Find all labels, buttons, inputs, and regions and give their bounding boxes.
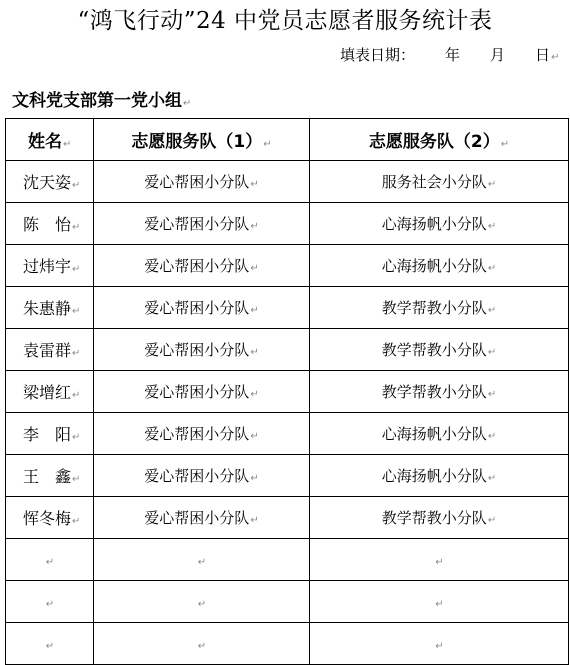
cell-name: 沈天姿↵ xyxy=(6,161,94,203)
day-label: 日 xyxy=(535,46,551,64)
cell-name: ↵ xyxy=(6,623,94,665)
cell-name: 袁雷群↵ xyxy=(6,329,94,371)
table-row xyxy=(6,287,569,329)
cell-team1: 爱心帮困小分队↵ xyxy=(94,455,310,497)
table-row xyxy=(6,497,569,539)
table-row xyxy=(6,245,569,287)
volunteer-table xyxy=(5,118,569,665)
paragraph-mark: ↵ xyxy=(551,52,560,63)
cell-team2: 教学帮教小分队↵ xyxy=(310,329,569,371)
cell-name: 陈 怡↵ xyxy=(6,203,94,245)
group-heading xyxy=(12,86,191,111)
cell-team2: 心海扬帆小分队↵ xyxy=(310,245,569,287)
cell-team2: 心海扬帆小分队↵ xyxy=(310,203,569,245)
cell-team1: 爱心帮困小分队↵ xyxy=(94,413,310,455)
cell-name: 梁增红↵ xyxy=(6,371,94,413)
header-cell-team2: 志愿服务队（2）↵ xyxy=(310,119,569,161)
cell-name: ↵ xyxy=(6,539,94,581)
fill-date-label: 填表日期： xyxy=(340,46,416,64)
page-title: “鸿飞行动”24 中党员志愿者服务统计表 xyxy=(77,8,493,34)
cell-name: 过炜宇↵ xyxy=(6,245,94,287)
cell-team2: 心海扬帆小分队↵ xyxy=(310,455,569,497)
header-cell-team1: 志愿服务队（1）↵ xyxy=(94,119,310,161)
table-header-row xyxy=(6,119,569,161)
cell-name: 王 鑫↵ xyxy=(6,455,94,497)
cell-team2: ↵ xyxy=(310,623,569,665)
table-row xyxy=(6,539,569,581)
cell-name: 李 阳↵ xyxy=(6,413,94,455)
cell-name: 朱惠静↵ xyxy=(6,287,94,329)
cell-team2: 教学帮教小分队↵ xyxy=(310,287,569,329)
cell-name: ↵ xyxy=(6,581,94,623)
table-row xyxy=(6,371,569,413)
cell-team2: 教学帮教小分队↵ xyxy=(310,497,569,539)
cell-team1: 爱心帮困小分队↵ xyxy=(94,287,310,329)
cell-team1: ↵ xyxy=(94,623,310,665)
paragraph-mark: ↵ xyxy=(183,98,192,109)
table-row xyxy=(6,161,569,203)
cell-team1: 爱心帮困小分队↵ xyxy=(94,371,310,413)
fill-date-line xyxy=(340,44,559,65)
table-row xyxy=(6,623,569,665)
month-label: 月 xyxy=(490,46,506,64)
cell-team1: 爱心帮困小分队↵ xyxy=(94,245,310,287)
cell-team1: 爱心帮困小分队↵ xyxy=(94,161,310,203)
cell-team1: ↵ xyxy=(94,581,310,623)
cell-team2: ↵ xyxy=(310,581,569,623)
table-row xyxy=(6,203,569,245)
cell-team2: 心海扬帆小分队↵ xyxy=(310,413,569,455)
table-row xyxy=(6,581,569,623)
cell-team1: 爱心帮困小分队↵ xyxy=(94,497,310,539)
cell-name: 恽冬梅↵ xyxy=(6,497,94,539)
table-row xyxy=(6,329,569,371)
header-cell-name: 姓名↵ xyxy=(6,119,94,161)
cell-team2: 服务社会小分队↵ xyxy=(310,161,569,203)
group-name: 文科党支部第一党小组 xyxy=(12,91,182,111)
cell-team2: ↵ xyxy=(310,539,569,581)
cell-team1: 爱心帮困小分队↵ xyxy=(94,203,310,245)
table-row xyxy=(6,413,569,455)
cell-team1: 爱心帮困小分队↵ xyxy=(94,329,310,371)
cell-team2: 教学帮教小分队↵ xyxy=(310,371,569,413)
year-label: 年 xyxy=(445,46,461,64)
table-row xyxy=(6,455,569,497)
cell-team1: ↵ xyxy=(94,539,310,581)
